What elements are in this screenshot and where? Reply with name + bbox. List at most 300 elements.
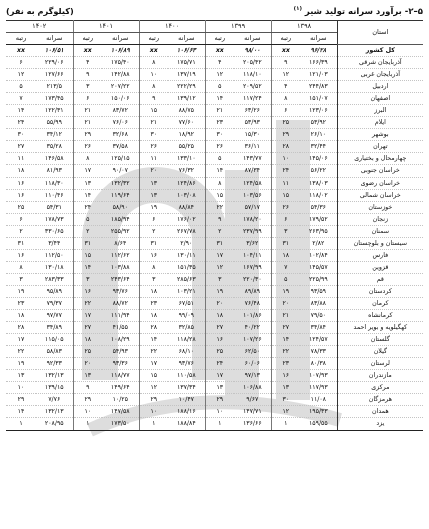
rank-cell: ۲۲ [6, 346, 36, 358]
per-capita-cell: ۹/۶۷ [234, 394, 271, 406]
rank-cell: ۵ [271, 273, 300, 285]
table-row [6, 285, 423, 297]
per-capita-cell: ۲۳۷/۹۹ [234, 225, 271, 237]
province-name: مرکزی [337, 382, 423, 394]
rank-cell: ۱۲ [205, 261, 234, 273]
rank-cell: ۱۹ [271, 285, 300, 297]
table-row [6, 225, 423, 237]
rank-cell: ۱۳ [205, 382, 234, 394]
province-name: خراسان شمالی [337, 189, 423, 201]
table-row [6, 261, 423, 273]
table-row [6, 249, 423, 261]
per-capita-cell: ۷۸/۳۳ [300, 346, 337, 358]
province-name: کل کشور [337, 45, 423, 57]
year-header: ۱۴۰۰ [139, 21, 205, 33]
rank-cell: ۲۱ [271, 310, 300, 322]
rank-cell: ۱۰ [139, 406, 168, 418]
table-row [6, 394, 423, 406]
rank-cell: ۲۸ [6, 322, 36, 334]
rank-cell: ۱۹ [205, 285, 234, 297]
rank-cell: ۶ [271, 213, 300, 225]
table-row [6, 334, 423, 346]
per-capita-cell: ۲۴۳/۶۴ [102, 273, 139, 285]
per-capita-cell: ۹۸/۰۰ [234, 45, 271, 57]
rank-cell: ۸ [271, 93, 300, 105]
rank-cell: ۱۳ [73, 370, 102, 382]
rank-cell: ۱۸ [73, 334, 102, 346]
per-capita-cell: ۹۵/۸۹ [36, 285, 73, 297]
rank-cell: ۲۸ [139, 322, 168, 334]
year-header: ۱۴۰۱ [73, 21, 139, 33]
rank-cell: ۱۴ [205, 165, 234, 177]
per-capita-cell: ۱۸۵/۹۴ [102, 213, 139, 225]
rank-cell: ۵ [205, 81, 234, 93]
rank-cell: ۲ [6, 225, 36, 237]
per-capita-cell: ۷۶/۰۶ [102, 117, 139, 129]
rank-cell: ۳ [271, 225, 300, 237]
rank-cell: ۲۳ [6, 297, 36, 309]
table-row [6, 358, 423, 370]
per-capita-cell: ۷۶/۴۸ [234, 297, 271, 309]
rank-cell: ۸ [139, 57, 168, 69]
per-capita-subheader: سرانه [168, 33, 205, 45]
per-capita-cell: ۹۹/۰۹ [168, 310, 205, 322]
per-capita-cell: ۶۲/۵۰ [234, 346, 271, 358]
rank-cell: ۱۰ [73, 406, 102, 418]
per-capita-subheader: سرانه [102, 33, 139, 45]
rank-cell: ۱ [139, 418, 168, 430]
per-capita-cell: ۱۷۸/۷۳ [36, 213, 73, 225]
table-row [6, 370, 423, 382]
per-capita-cell: ۱۲۱/۰۳ [300, 69, 337, 81]
table-row [6, 57, 423, 69]
per-capita-cell: ۱۱۸/۳۰ [36, 177, 73, 189]
per-capita-cell: ۲/۹۰ [168, 237, 205, 249]
per-capita-cell: ۱۶۷/۹۹ [234, 261, 271, 273]
table-row [6, 273, 423, 285]
rank-cell: ۱۳ [139, 177, 168, 189]
per-capita-cell: ۱۴۵/۵۷ [300, 261, 337, 273]
rank-cell: ۳ [139, 273, 168, 285]
rank-cell: ۱۲ [139, 382, 168, 394]
table-row [6, 105, 423, 117]
rank-cell: ۲ [205, 225, 234, 237]
rank-cell: ۱۱ [271, 177, 300, 189]
per-capita-cell: ۱۵۱/۳۵ [168, 261, 205, 273]
per-capita-cell: ۱۷۹/۵۲ [300, 213, 337, 225]
per-capita-cell: ۱۱۸/۰۲ [300, 189, 337, 201]
per-capita-cell: ۱۳۷/۱۹ [168, 69, 205, 81]
table-row [6, 310, 423, 322]
per-capita-cell: ۱۰۴/۱۱ [234, 249, 271, 261]
rank-cell: ۲۳ [271, 358, 300, 370]
province-name: اصفهان [337, 93, 423, 105]
per-capita-cell: ۴۰/۲۲ [234, 322, 271, 334]
per-capita-cell: ۱۰۳/۲۱ [168, 285, 205, 297]
per-capita-cell: ۱۷۸/۲۰ [234, 213, 271, 225]
rank-cell: ۱۳ [271, 382, 300, 394]
rank-cell: ۲۵ [6, 201, 36, 213]
rank-cell: ۲۷ [271, 322, 300, 334]
rank-cell: ۶ [139, 213, 168, 225]
per-capita-cell: ۱۴۷/۷۱ [234, 406, 271, 418]
table-row [6, 117, 423, 129]
rank-cell: ۴ [205, 57, 234, 69]
per-capita-cell: ۹۶/۲۸ [300, 45, 337, 57]
per-capita-cell: ۵۵/۹۹ [36, 117, 73, 129]
rank-cell: ۲۲ [205, 201, 234, 213]
per-capita-cell: ۱۲۲/۳۱ [36, 105, 73, 117]
province-name: تهران [337, 141, 423, 153]
rank-cell: ۴ [271, 81, 300, 93]
per-capita-cell: ۱۴۷/۵۸ [102, 406, 139, 418]
province-name: یزد [337, 418, 423, 430]
province-name: خوزستان [337, 201, 423, 213]
per-capita-cell: ۵۷/۱۷ [234, 201, 271, 213]
per-capita-cell: ۸۱/۹۳ [36, 165, 73, 177]
per-capita-cell: ۱۰۸/۲۹ [102, 334, 139, 346]
province-name: لرستان [337, 358, 423, 370]
rank-cell: ۲۲ [139, 346, 168, 358]
per-capita-cell: ۱۴۶/۵۸ [36, 153, 73, 165]
rank-cell: ۲۰ [205, 297, 234, 309]
per-capita-cell: ۲۴۴/۸۳ [300, 81, 337, 93]
per-capita-cell: ۱۱۸/۷۷ [102, 370, 139, 382]
per-capita-cell: ۱۸۸/۸۴ [168, 418, 205, 430]
rank-cell: ۱۷ [73, 165, 102, 177]
rank-cell: ۲۵ [271, 117, 300, 129]
per-capita-cell: ۱۱۲/۶۲ [102, 249, 139, 261]
table-row [6, 322, 423, 334]
per-capita-cell: ۳۴/۸۹ [36, 322, 73, 334]
per-capita-cell: ۱۳۷/۳۴ [168, 382, 205, 394]
rank-cell: ۳ [73, 273, 102, 285]
rank-cell: ۱۸ [139, 285, 168, 297]
province-name: فارس [337, 249, 423, 261]
per-capita-cell: ۷/۷۶ [36, 394, 73, 406]
table-row [6, 213, 423, 225]
per-capita-cell: ۲۶۳/۹۵ [300, 225, 337, 237]
rank-cell: ۲۱ [73, 105, 102, 117]
per-capita-cell: ۱۲۴/۵۸ [234, 177, 271, 189]
per-capita-subheader: سرانه [234, 33, 271, 45]
rank-cell: ۱۸ [139, 310, 168, 322]
rank-cell: ۱۲ [271, 406, 300, 418]
per-capita-cell: ۱۰۶/۶۳ [168, 45, 205, 57]
per-capita-cell: ۲۶۷/۷۸ [168, 225, 205, 237]
per-capita-subheader: سرانه [300, 33, 337, 45]
per-capita-cell: ۱۷۶/۰۲ [168, 213, 205, 225]
rank-cell: ۳۱ [6, 237, 36, 249]
province-name: هرمزگان [337, 394, 423, 406]
province-name: چهارمحال و بختیاری [337, 153, 423, 165]
per-capita-cell: ۲۸۵/۶۳ [168, 273, 205, 285]
per-capita-cell: ۲۲۲/۲۹ [168, 81, 205, 93]
rank-cell: ۲۴ [205, 358, 234, 370]
per-capita-cell: ۳/۶۲ [234, 237, 271, 249]
province-name: گلستان [337, 334, 423, 346]
rank-cell: ۱ [6, 418, 36, 430]
rank-cell: ۹ [139, 93, 168, 105]
table-row [6, 382, 423, 394]
rank-cell: ۱۲ [6, 69, 36, 81]
per-capita-cell: ۳۶/۱۱ [234, 141, 271, 153]
rank-cell: ۲۶ [73, 141, 102, 153]
rank-cell: ۲۷ [205, 322, 234, 334]
per-capita-subheader: سرانه [36, 33, 73, 45]
unit-label: (کیلوگرم به نفر) [6, 6, 74, 16]
rank-cell: ۱۴ [139, 334, 168, 346]
rank-cell: ۵ [205, 153, 234, 165]
per-capita-cell: ۶۸/۱۰ [168, 346, 205, 358]
province-name: مازندران [337, 370, 423, 382]
per-capita-cell: ۵۶/۲۲ [300, 165, 337, 177]
rank-cell: ۸ [73, 153, 102, 165]
rank-cell: ۲۱ [205, 105, 234, 117]
rank-cell: ۲ [139, 225, 168, 237]
per-capita-cell: ۱۱۸/۲۸ [168, 334, 205, 346]
rank-cell: ۳ [205, 273, 234, 285]
rank-cell: ۱۹ [6, 285, 36, 297]
rank-cell: ۲۶ [271, 201, 300, 213]
title-row [6, 4, 423, 18]
table-row [6, 81, 423, 93]
rank-cell: ۹ [205, 213, 234, 225]
rank-cell: ۱۷ [205, 249, 234, 261]
per-capita-cell: ۲۲۰/۳۰ [234, 273, 271, 285]
rank-cell: xx [139, 45, 168, 57]
per-capita-cell: ۱۲۴/۸۶ [168, 177, 205, 189]
rank-cell: ۳۰ [6, 129, 36, 141]
rank-cell: ۲۴ [6, 117, 36, 129]
rank-cell: ۱۳ [6, 370, 36, 382]
per-capita-cell: ۱۳۲/۱۳ [36, 406, 73, 418]
per-capita-cell: ۱۶۶/۳۹ [300, 57, 337, 69]
rank-cell: ۱۵ [205, 189, 234, 201]
per-capita-cell: ۹۳/۷۶ [168, 358, 205, 370]
per-capita-cell: ۹۷/۱۳ [234, 370, 271, 382]
per-capita-cell: ۱۲۳/۰۶ [300, 105, 337, 117]
per-capita-cell: ۱۱۰/۵۸ [168, 370, 205, 382]
province-name: قزوین [337, 261, 423, 273]
per-capita-cell: ۱۳۸/۰۳ [300, 177, 337, 189]
per-capita-cell: ۱۳۰/۱۱ [168, 249, 205, 261]
rank-cell: ۱ [271, 418, 300, 430]
rank-cell: ۶ [73, 93, 102, 105]
per-capita-cell: ۵۸/۸۳ [36, 346, 73, 358]
rank-cell: ۲۹ [73, 129, 102, 141]
per-capita-cell: ۵۳/۹۲ [300, 117, 337, 129]
province-name: همدان [337, 406, 423, 418]
per-capita-cell: ۱۳۰/۱۸ [36, 261, 73, 273]
rank-cell: ۲۴ [73, 201, 102, 213]
rank-cell: ۲۳ [139, 297, 168, 309]
per-capita-cell: ۱۱۷/۹۳ [300, 382, 337, 394]
per-capita-cell: ۲۲۹/۰۶ [36, 57, 73, 69]
per-capita-cell: ۳۴/۸۴ [300, 322, 337, 334]
per-capita-cell: ۱۰۶/۵۱ [36, 45, 73, 57]
table-row [6, 177, 423, 189]
per-capita-cell: ۲۰۹/۵۲ [234, 81, 271, 93]
rank-cell: ۹ [73, 382, 102, 394]
year-header: ۱۳۹۹ [205, 21, 271, 33]
year-header: ۱۴۰۲ [6, 21, 73, 33]
rank-cell: ۳۰ [271, 394, 300, 406]
table-row [6, 153, 423, 165]
rank-cell: ۲۰ [271, 297, 300, 309]
per-capita-cell: ۸۷/۳۴ [234, 165, 271, 177]
per-capita-cell: ۲۰۷/۲۲ [102, 81, 139, 93]
rank-cell: ۳ [73, 81, 102, 93]
rank-cell: ۱۴ [205, 93, 234, 105]
province-name: گیلان [337, 346, 423, 358]
rank-cell: ۷ [6, 93, 36, 105]
province-name: اردبیل [337, 81, 423, 93]
per-capita-cell: ۱۰/۴۷ [168, 394, 205, 406]
table-row [6, 237, 423, 249]
per-capita-cell: ۱۰۷/۹۳ [300, 370, 337, 382]
rank-cell: ۲۹ [271, 129, 300, 141]
rank-cell: ۱۵ [139, 105, 168, 117]
rank-cell: ۱۴ [271, 334, 300, 346]
per-capita-cell: ۳۲/۸۵ [168, 322, 205, 334]
table-row [6, 189, 423, 201]
per-capita-cell: ۳۲/۴۴ [300, 141, 337, 153]
rank-cell: ۱۰ [139, 69, 168, 81]
table-body [6, 45, 423, 431]
rank-cell: ۱۷ [139, 358, 168, 370]
per-capita-cell: ۱۱۰/۴۶ [36, 189, 73, 201]
per-capita-cell: ۱۷۵/۴۰ [102, 57, 139, 69]
per-capita-cell: ۱۵۹/۵۵ [300, 418, 337, 430]
rank-cell: ۱۹ [6, 358, 36, 370]
rank-cell: ۲۹ [139, 394, 168, 406]
province-name: آذربایجان غربی [337, 69, 423, 81]
per-capita-cell: ۱۳۹/۱۲ [168, 93, 205, 105]
rank-subheader: رتبه [73, 33, 102, 45]
year-header-row [6, 21, 423, 33]
per-capita-cell: ۲/۸۲ [300, 237, 337, 249]
rank-cell: ۱۶ [205, 334, 234, 346]
rank-cell: ۲۱ [139, 117, 168, 129]
rank-cell: ۴ [73, 57, 102, 69]
rank-cell: ۲۴ [271, 165, 300, 177]
table-row [6, 201, 423, 213]
province-name: کرمانشاه [337, 310, 423, 322]
per-capita-cell: ۳۵/۲۸ [36, 141, 73, 153]
milk-per-capita-table [6, 20, 423, 431]
per-capita-cell: ۴۱/۵۵ [102, 322, 139, 334]
per-capita-cell: ۲۲۵/۹۹ [300, 273, 337, 285]
per-capita-cell: ۸۸/۷۵ [168, 105, 205, 117]
province-name: آذربایجان شرقی [337, 57, 423, 69]
rank-cell: ۲۷ [6, 141, 36, 153]
per-capita-cell: ۱۰۳/۵۶ [234, 189, 271, 201]
rank-cell: ۱۴ [6, 406, 36, 418]
per-capita-cell: ۶۷/۵۱ [168, 297, 205, 309]
rank-cell: ۶ [271, 105, 300, 117]
rank-cell: ۱۳ [73, 177, 102, 189]
rank-cell: ۵ [73, 213, 102, 225]
rank-cell: ۳۰ [205, 129, 234, 141]
province-name: کرمان [337, 297, 423, 309]
page-title-text: ۵–۲- برآورد سرانه تولید شیر [304, 6, 423, 17]
per-capita-cell: ۵۴/۳۶ [300, 201, 337, 213]
rank-cell: ۱۱ [6, 153, 36, 165]
per-capita-cell: ۲۵۵/۹۲ [102, 225, 139, 237]
per-capita-cell: ۱۲۷/۶۶ [36, 69, 73, 81]
rank-subheader: رتبه [271, 33, 300, 45]
rank-cell: ۳ [6, 273, 36, 285]
rank-cell: ۱۹ [139, 201, 168, 213]
per-capita-cell: ۳۴/۱۲ [36, 129, 73, 141]
table-row [6, 129, 423, 141]
rank-cell: ۸ [139, 81, 168, 93]
table-row [6, 406, 423, 418]
rank-subheader: رتبه [139, 33, 168, 45]
per-capita-cell: ۵۴/۹۳ [102, 346, 139, 358]
per-capita-cell: ۷۹/۵۰ [300, 310, 337, 322]
per-capita-cell: ۳۷/۵۸ [102, 141, 139, 153]
rank-cell: ۱۶ [6, 189, 36, 201]
rank-cell: ۱۵ [271, 189, 300, 201]
rank-cell: ۲۳ [205, 117, 234, 129]
rank-cell: ۲۰ [139, 165, 168, 177]
rank-cell: ۲۶ [205, 141, 234, 153]
rank-cell: ۱۸ [205, 310, 234, 322]
rank-cell: ۳۱ [73, 237, 102, 249]
per-capita-cell: ۱۱/۰۸ [300, 394, 337, 406]
rank-cell: ۱۴ [6, 105, 36, 117]
per-capita-cell: ۱۷۳/۴۵ [36, 93, 73, 105]
rank-cell: ۱ [73, 418, 102, 430]
table-row [6, 297, 423, 309]
per-capita-cell: ۳۲/۶۸ [102, 129, 139, 141]
per-capita-cell: ۱۳۲/۳۲ [102, 177, 139, 189]
rank-cell: ۱۶ [271, 370, 300, 382]
per-capita-cell: ۲۶/۱۰ [300, 129, 337, 141]
rank-cell: ۱۶ [6, 249, 36, 261]
rank-cell: ۱۴ [73, 261, 102, 273]
per-capita-cell: ۷۷/۶۰ [168, 117, 205, 129]
province-name: خراسان جنوبی [337, 165, 423, 177]
per-capita-cell: ۱۴۳/۷۷ [234, 153, 271, 165]
per-capita-cell: ۸۳/۷۲ [102, 105, 139, 117]
rank-cell: ۱۸ [6, 165, 36, 177]
per-capita-cell: ۵۵/۲۵ [168, 141, 205, 153]
per-capita-cell: ۱۳۶/۶۶ [234, 418, 271, 430]
per-capita-cell: ۱۱۱/۹۴ [102, 310, 139, 322]
rank-cell: ۱۸ [271, 249, 300, 261]
per-capita-cell: ۸۸/۸۴ [168, 201, 205, 213]
rank-cell: ۶ [6, 57, 36, 69]
rank-cell: xx [6, 45, 36, 57]
rank-cell: ۱۵ [139, 370, 168, 382]
per-capita-cell: ۵۳/۹۳ [234, 117, 271, 129]
rank-cell: ۸ [6, 261, 36, 273]
rank-cell: ۳۱ [139, 237, 168, 249]
per-capita-cell: ۱۴۲/۸۸ [102, 69, 139, 81]
per-capita-cell: ۱۳۳/۱۰ [168, 153, 205, 165]
per-capita-cell: ۹۰/۰۷ [102, 165, 139, 177]
per-capita-cell: ۸۳/۸۸ [300, 297, 337, 309]
per-capita-cell: ۱۸/۹۲ [168, 129, 205, 141]
rank-subheader: رتبه [205, 33, 234, 45]
per-capita-cell: ۹۳/۳۶ [102, 358, 139, 370]
page-title [294, 6, 423, 17]
per-capita-cell: ۱۱۲/۵۰ [36, 249, 73, 261]
rank-cell: ۱۴ [73, 189, 102, 201]
